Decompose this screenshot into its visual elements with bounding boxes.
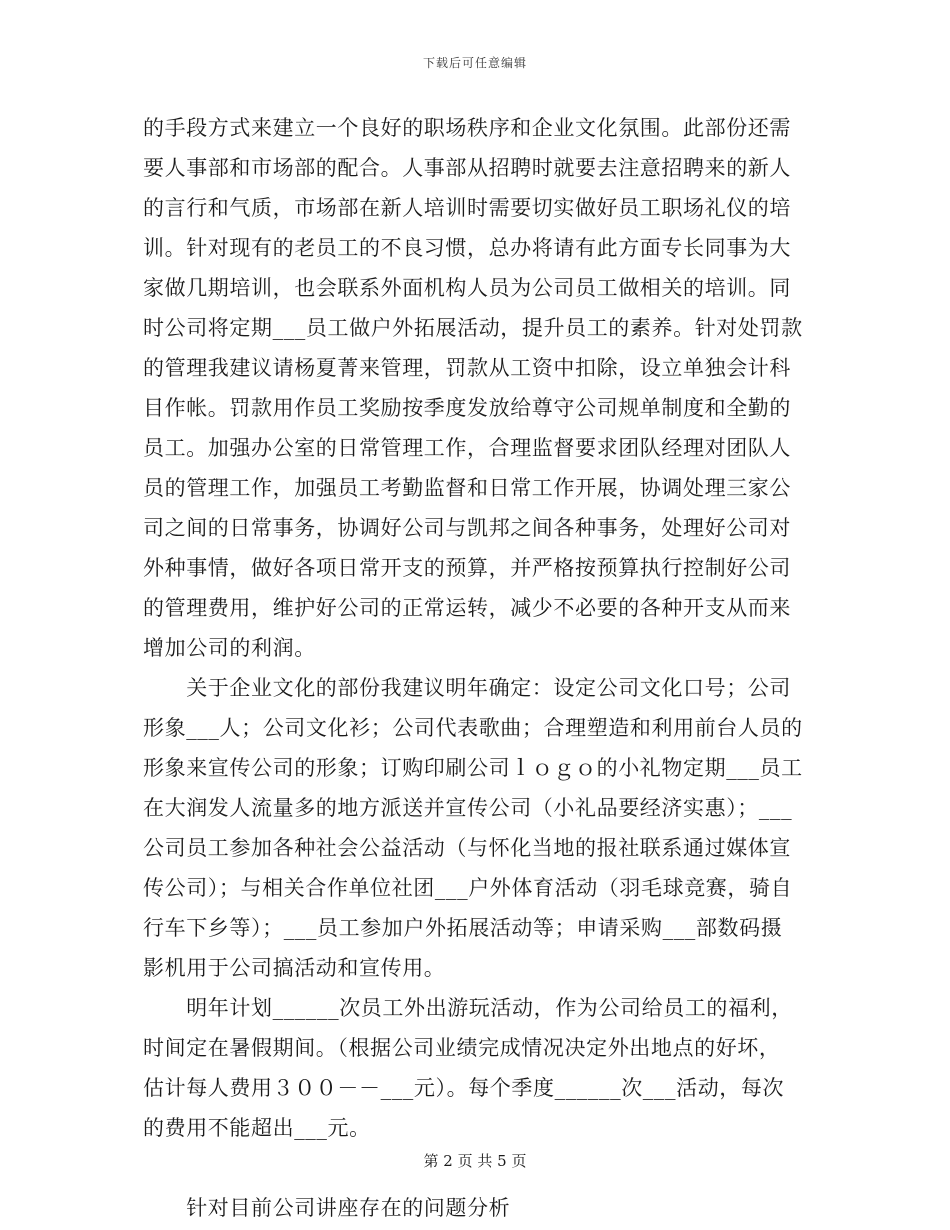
text-line: 增加公司的利润。 xyxy=(143,636,316,660)
text-line: 行车下乡等）；___员工参加户外拓展活动等；申请采购___部数码摄 xyxy=(143,916,783,940)
page-number-footer: 第 2 页 共 5 页 xyxy=(423,1152,527,1170)
text-line: 公司员工参加各种社会公益活动（与怀化当地的报社联系通过媒体宣 xyxy=(143,836,791,860)
text-line: 家做几期培训，也会联系外面机构人员为公司员工做相关的培训。同 xyxy=(143,276,791,300)
text-line: 的言行和气质，市场部在新人培训时需要切实做好员工职场礼仪的培 xyxy=(143,196,791,220)
text-line: 形象___人；公司文化衫；公司代表歌曲；合理塑造和利用前台人员的 xyxy=(143,716,803,740)
text-line: 的手段方式来建立一个良好的职场秩序和企业文化氛围。此部份还需 xyxy=(143,116,791,140)
text-line: 在大润发人流量多的地方派送并宣传公司（小礼品要经济实惠）；___ xyxy=(143,796,793,820)
text-line: 的管理我建议请杨夏菁来管理，罚款从工资中扣除，设立单独会计科 xyxy=(143,356,791,380)
text-line: 形象来宣传公司的形象；订购印刷公司ｌｏｇｏ的小礼物定期___员工 xyxy=(143,756,803,780)
text-line: 影机用于公司搞活动和宣传用。 xyxy=(143,956,446,980)
text-line: 时公司将定期___员工做户外拓展活动，提升员工的素养。针对处罚款 xyxy=(143,316,803,340)
text-line: 外种事情，做好各项日常开支的预算，并严格按预算执行控制好公司 xyxy=(143,556,791,580)
text-line: 关于企业文化的部份我建议明年确定：设定公司文化口号；公司 xyxy=(143,676,791,700)
text-line: 要人事部和市场部的配合。人事部从招聘时就要去注意招聘来的新人 xyxy=(143,156,791,180)
text-line: 时间定在暑假期间。（根据公司业绩完成情况决定外出地点的好坏， xyxy=(143,1036,781,1060)
text-line: 明年计划______次员工外出游玩活动，作为公司给员工的福利， xyxy=(143,996,793,1020)
document-body xyxy=(143,108,807,1228)
page-header-note: 下载后可任意编辑 xyxy=(422,56,527,70)
text-line: 的管理费用，维护好公司的正常运转，减少不必要的各种开支从而来 xyxy=(143,596,791,620)
text-line: 员的管理工作，加强员工考勤监督和日常工作开展，协调处理三家公 xyxy=(143,476,791,500)
text-line: 员工。加强办公室的日常管理工作，合理监督要求团队经理对团队人 xyxy=(143,436,791,460)
text-line: 估计每人费用３００－－___元）。每个季度______次___活动，每次 xyxy=(143,1076,785,1100)
text-line: 针对目前公司讲座存在的问题分析 xyxy=(143,1196,511,1220)
text-line: 目作帐。罚款用作员工奖励按季度发放给尊守公司规单制度和全勤的 xyxy=(143,396,791,420)
text-line: 的费用不能超出___元。 xyxy=(143,1116,371,1140)
text-line: 司之间的日常事务，协调好公司与凯邦之间各种事务，处理好公司对 xyxy=(143,516,791,540)
text-line: 训。针对现有的老员工的不良习惯，总办将请有此方面专长同事为大 xyxy=(143,236,791,260)
text-line: 传公司）；与相关合作单位社团___户外体育活动（羽毛球竞赛，骑自 xyxy=(143,876,793,900)
